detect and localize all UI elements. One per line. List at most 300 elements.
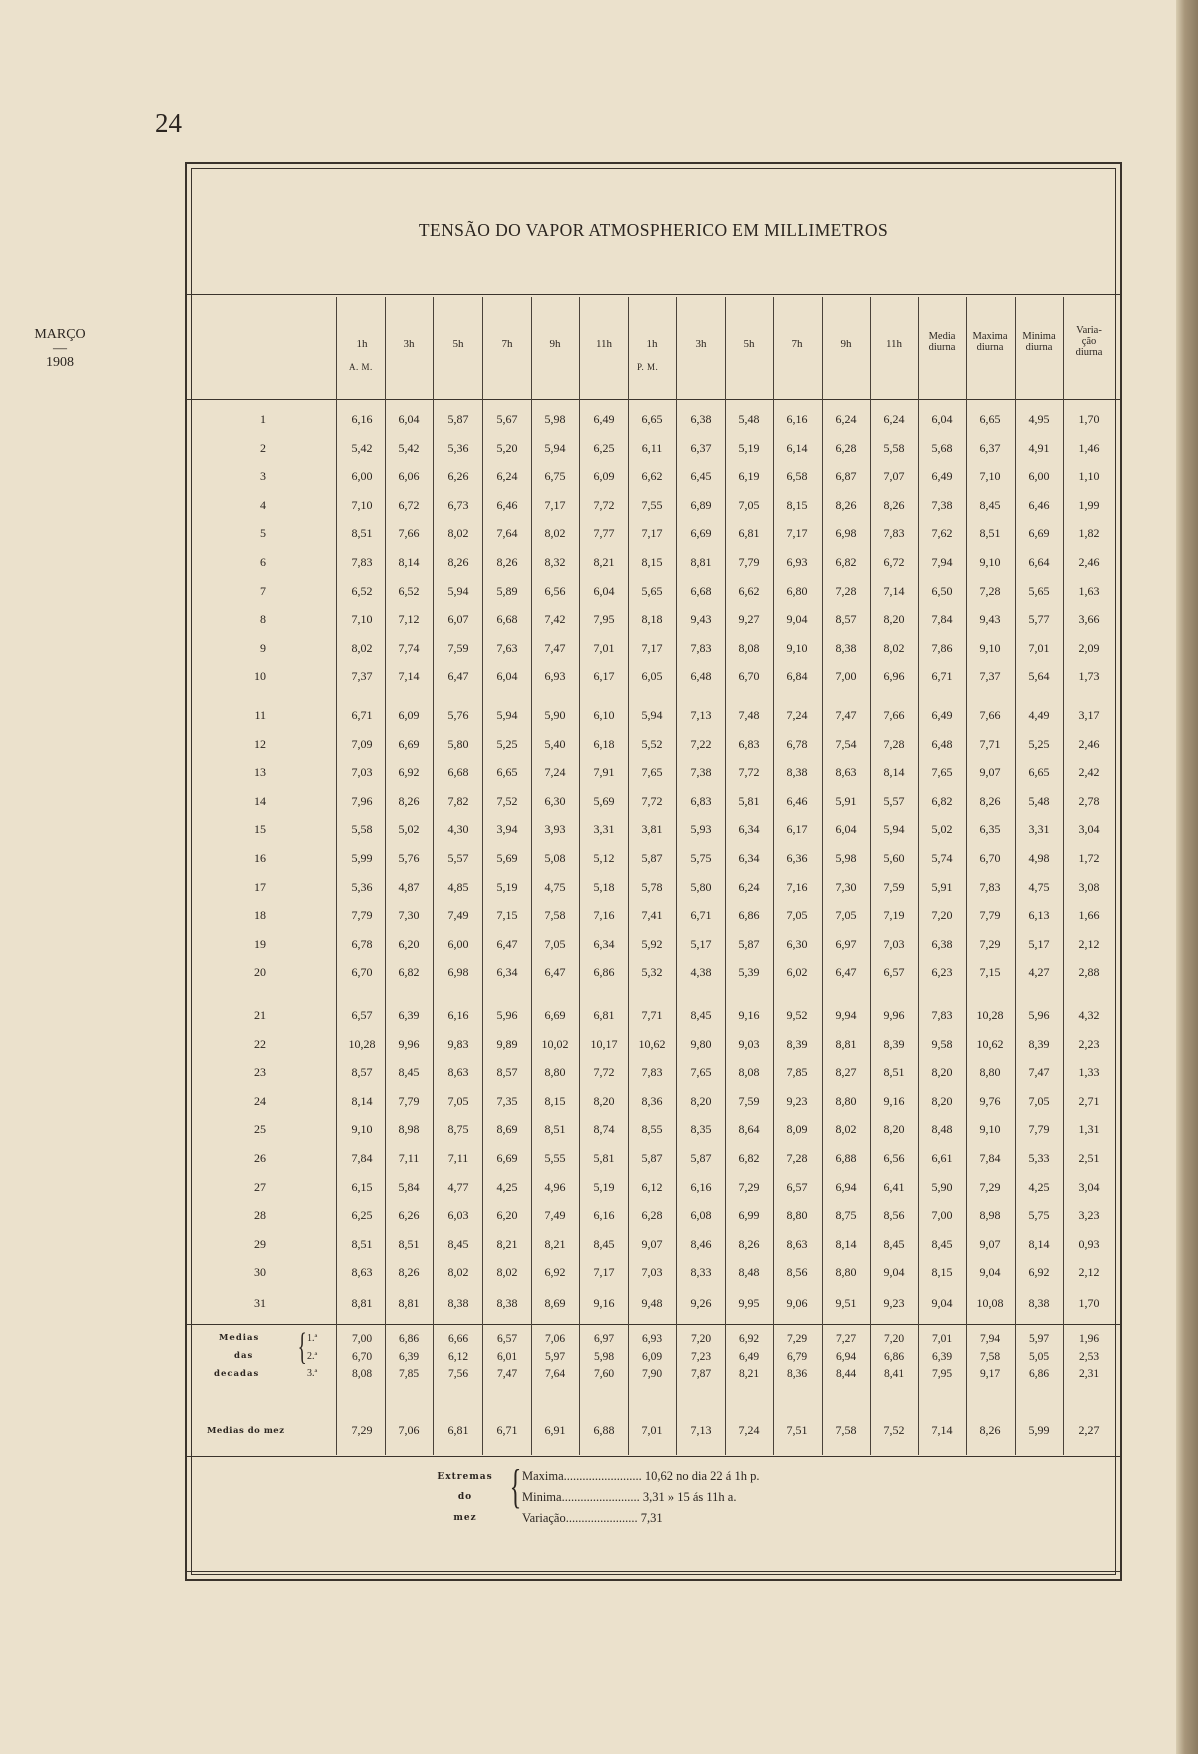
value-cell: 0,93: [1078, 1236, 1100, 1251]
month-mean-cell: 2,27: [1078, 1423, 1100, 1437]
value-cell: 6,00: [1028, 469, 1050, 484]
table-row: [0, 937, 1198, 957]
value-cell: 4,91: [1028, 440, 1050, 455]
value-cell: 5,19: [593, 1179, 615, 1194]
value-cell: 5,58: [883, 440, 905, 455]
decade-mean-cell: 6,12: [447, 1350, 469, 1363]
value-cell: 8,02: [447, 526, 469, 541]
value-cell: 7,29: [979, 1179, 1001, 1194]
value-cell: 7,01: [1028, 640, 1050, 655]
value-cell: 7,15: [979, 965, 1001, 980]
value-cell: 6,24: [883, 412, 905, 426]
value-cell: 5,19: [738, 440, 760, 455]
value-cell: 7,83: [979, 879, 1001, 894]
value-cell: 8,20: [883, 612, 905, 627]
value-cell: 5,98: [544, 412, 566, 426]
month-means-row: [0, 1423, 1198, 1443]
value-cell: 8,26: [835, 497, 857, 512]
table-row: [0, 965, 1198, 985]
value-cell: 6,69: [1028, 526, 1050, 541]
value-cell: 5,69: [593, 793, 615, 808]
header-pm: P. M.: [637, 362, 659, 372]
value-cell: 8,26: [979, 793, 1001, 808]
value-cell: 8,51: [883, 1065, 905, 1080]
day-cell: 24: [254, 1093, 266, 1108]
table-row: [0, 908, 1198, 928]
value-cell: 8,51: [351, 526, 373, 541]
month-mean-cell: 6,81: [447, 1423, 469, 1437]
value-cell: 6,47: [835, 965, 857, 980]
value-cell: 8,21: [496, 1236, 518, 1251]
value-cell: 7,29: [979, 936, 1001, 951]
value-cell: 7,83: [883, 526, 905, 541]
value-cell: 6,93: [544, 669, 566, 684]
value-cell: 6,78: [351, 936, 373, 951]
value-cell: 7,24: [544, 765, 566, 780]
value-cell: 9,76: [979, 1093, 1001, 1108]
value-cell: 8,74: [593, 1122, 615, 1137]
value-cell: 5,96: [496, 1008, 518, 1022]
value-cell: 5,17: [690, 936, 712, 951]
value-cell: 5,18: [593, 879, 615, 894]
value-cell: 7,03: [351, 765, 373, 780]
decade-ordinal-1: 1.ª: [307, 1333, 318, 1344]
value-cell: 9,16: [738, 1008, 760, 1022]
header-hour: 5h: [743, 338, 755, 350]
value-cell: 6,45: [690, 469, 712, 484]
value-cell: 1,70: [1078, 1296, 1100, 1310]
value-cell: 6,17: [593, 669, 615, 684]
value-cell: 7,19: [883, 908, 905, 923]
value-cell: 4,75: [1028, 879, 1050, 894]
value-cell: 8,02: [835, 1122, 857, 1137]
value-cell: 7,66: [979, 708, 1001, 722]
value-cell: 6,65: [641, 412, 663, 426]
value-cell: 9,26: [690, 1296, 712, 1310]
extremes-variacao: Variação....................... 7,31: [522, 1511, 663, 1525]
value-cell: 9,51: [835, 1296, 857, 1310]
value-cell: 6,57: [883, 965, 905, 980]
day-cell: 11: [254, 708, 266, 722]
value-cell: 6,71: [351, 708, 373, 722]
value-cell: 1,73: [1078, 669, 1100, 684]
value-cell: 8,14: [1028, 1236, 1050, 1251]
table-row: [0, 794, 1198, 814]
value-cell: 6,47: [544, 965, 566, 980]
value-cell: 4,85: [447, 879, 469, 894]
value-cell: 9,83: [447, 1036, 469, 1051]
value-cell: 7,52: [496, 793, 518, 808]
value-cell: 5,02: [931, 822, 953, 837]
value-cell: 8,20: [593, 1093, 615, 1108]
value-cell: 6,48: [690, 669, 712, 684]
decade-mean-cell: 6,92: [738, 1333, 760, 1345]
value-cell: 1,33: [1078, 1065, 1100, 1080]
table-row: [0, 1122, 1198, 1142]
decade-mean-cell: 7,64: [544, 1368, 566, 1380]
value-cell: 5,52: [641, 736, 663, 751]
value-cell: 10,08: [976, 1296, 1004, 1310]
value-cell: 8,26: [738, 1236, 760, 1251]
day-cell: 1: [260, 412, 266, 426]
value-cell: 9,43: [979, 612, 1001, 627]
value-cell: 8,35: [690, 1122, 712, 1137]
header-stat-line: Media: [928, 331, 956, 342]
value-cell: 5,94: [496, 708, 518, 722]
value-cell: 7,83: [351, 555, 373, 569]
means-bottom-divider: [187, 1456, 1120, 1457]
value-cell: 7,72: [593, 497, 615, 512]
value-cell: 7,83: [690, 640, 712, 655]
decade-mean-cell: 2,53: [1078, 1350, 1100, 1363]
value-cell: 7,59: [883, 879, 905, 894]
value-cell: 7,62: [931, 526, 953, 541]
value-cell: 7,28: [786, 1151, 808, 1165]
value-cell: 10,17: [590, 1036, 618, 1051]
value-cell: 7,15: [496, 908, 518, 923]
value-cell: 6,69: [496, 1151, 518, 1165]
value-cell: 5,67: [496, 412, 518, 426]
value-cell: 5,94: [641, 708, 663, 722]
value-cell: 6,02: [786, 965, 808, 980]
value-cell: 6,81: [738, 526, 760, 541]
value-cell: 6,10: [593, 708, 615, 722]
extremes-brace: {: [509, 1460, 522, 1513]
value-cell: 4,77: [447, 1179, 469, 1194]
value-cell: 6,15: [351, 1179, 373, 1194]
value-cell: 7,79: [738, 555, 760, 569]
value-cell: 4,27: [1028, 965, 1050, 980]
value-cell: 6,69: [544, 1008, 566, 1022]
header-dash: —: [53, 341, 67, 356]
value-cell: 1,82: [1078, 526, 1100, 541]
header-hour: 1h: [646, 338, 658, 350]
value-cell: 5,90: [544, 708, 566, 722]
value-cell: 6,82: [398, 965, 420, 980]
day-cell: 30: [254, 1265, 266, 1280]
value-cell: 8,64: [738, 1122, 760, 1137]
value-cell: 5,99: [351, 851, 373, 865]
value-cell: 9,04: [883, 1265, 905, 1280]
value-cell: 6,46: [496, 497, 518, 512]
table-row: [0, 1180, 1198, 1200]
value-cell: 7,83: [931, 1008, 953, 1022]
value-cell: 5,78: [641, 879, 663, 894]
value-cell: 8,80: [979, 1065, 1001, 1080]
value-cell: 6,28: [835, 440, 857, 455]
header-hour: 9h: [840, 338, 852, 350]
value-cell: 7,41: [641, 908, 663, 923]
day-cell: 7: [260, 583, 266, 598]
month-mean-cell: 6,71: [496, 1423, 518, 1437]
value-cell: 9,07: [979, 1236, 1001, 1251]
value-cell: 8,39: [786, 1036, 808, 1051]
value-cell: 7,91: [593, 765, 615, 780]
value-cell: 7,16: [593, 908, 615, 923]
table-row: [0, 555, 1198, 575]
day-cell: 4: [260, 497, 266, 512]
header-stat-line: Varia-: [1076, 325, 1102, 336]
value-cell: 9,03: [738, 1036, 760, 1051]
value-cell: 9,48: [641, 1296, 663, 1310]
value-cell: 6,26: [398, 1208, 420, 1223]
value-cell: 7,12: [398, 612, 420, 627]
value-cell: 7,14: [398, 669, 420, 684]
decade-mean-cell: 6,86: [398, 1333, 420, 1345]
value-cell: 5,96: [1028, 1008, 1050, 1022]
table-row: [0, 526, 1198, 546]
day-cell: 14: [254, 793, 266, 808]
day-cell: 17: [254, 879, 266, 894]
month-mean-cell: 7,13: [690, 1423, 712, 1437]
header-hour: 11h: [885, 338, 903, 350]
table-row: [0, 851, 1198, 871]
table-row: [0, 1265, 1198, 1285]
value-cell: 5,81: [593, 1151, 615, 1165]
decade-ordinal-3: 3.ª: [307, 1368, 318, 1379]
value-cell: 8,15: [544, 1093, 566, 1108]
value-cell: 7,03: [883, 936, 905, 951]
value-cell: 8,26: [496, 555, 518, 569]
value-cell: 6,65: [979, 412, 1001, 426]
value-cell: 7,47: [835, 708, 857, 722]
value-cell: 6,72: [883, 555, 905, 569]
value-cell: 6,11: [641, 440, 663, 455]
value-cell: 6,04: [931, 412, 953, 426]
decade-mean-cell: 9,17: [979, 1368, 1001, 1380]
value-cell: 8,39: [1028, 1036, 1050, 1051]
value-cell: 5,48: [738, 412, 760, 426]
value-cell: 7,11: [398, 1151, 420, 1165]
decade-mean-cell: 6,70: [351, 1350, 373, 1363]
value-cell: 3,04: [1078, 1179, 1100, 1194]
table-row: [0, 1094, 1198, 1114]
decade-mean-cell: 7,94: [979, 1333, 1001, 1345]
day-cell: 29: [254, 1236, 266, 1251]
value-cell: 9,80: [690, 1036, 712, 1051]
value-cell: 4,49: [1028, 708, 1050, 722]
value-cell: 7,05: [786, 908, 808, 923]
month-mean-cell: 5,99: [1028, 1423, 1050, 1437]
value-cell: 6,68: [690, 583, 712, 598]
decade-mean-cell: 7,23: [690, 1350, 712, 1363]
decade-mean-cell: 6,49: [738, 1350, 760, 1363]
header-hour: 5h: [452, 338, 464, 350]
value-cell: 9,10: [351, 1122, 373, 1137]
value-cell: 6,49: [593, 412, 615, 426]
value-cell: 6,83: [738, 736, 760, 751]
table-row: [0, 1065, 1198, 1085]
value-cell: 7,66: [398, 526, 420, 541]
value-cell: 10,62: [976, 1036, 1004, 1051]
value-cell: 6,16: [447, 1008, 469, 1022]
value-cell: 8,02: [351, 640, 373, 655]
table-row: [0, 641, 1198, 661]
value-cell: 7,95: [593, 612, 615, 627]
value-cell: 6,98: [447, 965, 469, 980]
decade-mean-cell: 6,09: [641, 1350, 663, 1363]
header-stat: [1015, 331, 1063, 353]
value-cell: 5,94: [544, 440, 566, 455]
value-cell: 7,37: [351, 669, 373, 684]
month-mean-cell: 7,52: [883, 1423, 905, 1437]
value-cell: 3,66: [1078, 612, 1100, 627]
value-cell: 6,50: [931, 583, 953, 598]
table-row: [0, 669, 1198, 689]
decade-mean-cell: 7,85: [398, 1368, 420, 1380]
value-cell: 7,49: [544, 1208, 566, 1223]
decade-mean-cell: 5,05: [1028, 1350, 1050, 1363]
value-cell: 5,94: [447, 583, 469, 598]
decade-mean-cell: 8,44: [835, 1368, 857, 1380]
header-month-year: [0, 328, 120, 370]
value-cell: 5,81: [738, 793, 760, 808]
value-cell: 6,23: [931, 965, 953, 980]
header-hour: 7h: [791, 338, 803, 350]
value-cell: 6,34: [738, 851, 760, 865]
table-row: [0, 1037, 1198, 1057]
value-cell: 7,84: [351, 1151, 373, 1165]
value-cell: 9,96: [398, 1036, 420, 1051]
value-cell: 5,90: [931, 1179, 953, 1194]
value-cell: 6,20: [398, 936, 420, 951]
value-cell: 8,98: [398, 1122, 420, 1137]
value-cell: 7,72: [593, 1065, 615, 1080]
value-cell: 7,05: [544, 936, 566, 951]
value-cell: 8,48: [738, 1265, 760, 1280]
value-cell: 6,82: [738, 1151, 760, 1165]
value-cell: 9,07: [641, 1236, 663, 1251]
value-cell: 8,14: [883, 765, 905, 780]
value-cell: 6,61: [931, 1151, 953, 1165]
value-cell: 5,36: [447, 440, 469, 455]
value-cell: 7,72: [738, 765, 760, 780]
value-cell: 5,65: [641, 583, 663, 598]
day-cell: 5: [260, 526, 266, 541]
value-cell: 5,91: [835, 793, 857, 808]
value-cell: 6,34: [593, 936, 615, 951]
table-row: [0, 584, 1198, 604]
value-cell: 4,30: [447, 822, 469, 837]
table-row: [0, 498, 1198, 518]
value-cell: 5,57: [883, 793, 905, 808]
value-cell: 4,96: [544, 1179, 566, 1194]
value-cell: 7,38: [690, 765, 712, 780]
header-hour: 7h: [501, 338, 513, 350]
value-cell: 7,55: [641, 497, 663, 512]
value-cell: 6,18: [593, 736, 615, 751]
value-cell: 7,30: [398, 908, 420, 923]
value-cell: 3,81: [641, 822, 663, 837]
value-cell: 8,56: [786, 1265, 808, 1280]
value-cell: 6,41: [883, 1179, 905, 1194]
decade-ordinal-2: 2.ª: [307, 1351, 318, 1362]
value-cell: 6,47: [496, 936, 518, 951]
value-cell: 8,63: [351, 1265, 373, 1280]
month-mean-cell: 7,51: [786, 1423, 808, 1437]
value-cell: 6,25: [593, 440, 615, 455]
value-cell: 4,87: [398, 879, 420, 894]
value-cell: 7,28: [979, 583, 1001, 598]
value-cell: 6,99: [738, 1208, 760, 1223]
value-cell: 5,76: [447, 708, 469, 722]
value-cell: 6,70: [351, 965, 373, 980]
value-cell: 7,79: [398, 1093, 420, 1108]
table-row: [0, 708, 1198, 728]
value-cell: 7,10: [351, 612, 373, 627]
decade-mean-cell: 6,57: [496, 1333, 518, 1345]
value-cell: 6,00: [351, 469, 373, 484]
value-cell: 4,32: [1078, 1008, 1100, 1022]
value-cell: 6,93: [786, 555, 808, 569]
value-cell: 3,23: [1078, 1208, 1100, 1223]
value-cell: 7,10: [979, 469, 1001, 484]
day-cell: 20: [254, 965, 266, 980]
value-cell: 9,95: [738, 1296, 760, 1310]
value-cell: 6,71: [931, 669, 953, 684]
decade-mean-cell: 6,79: [786, 1350, 808, 1363]
value-cell: 8,56: [883, 1208, 905, 1223]
value-cell: 6,92: [398, 765, 420, 780]
value-cell: 7,79: [979, 908, 1001, 923]
header-stat-line: diurna: [976, 342, 1004, 353]
value-cell: 2,46: [1078, 555, 1100, 569]
value-cell: 8,09: [786, 1122, 808, 1137]
value-cell: 7,09: [351, 736, 373, 751]
value-cell: 5,80: [447, 736, 469, 751]
table-row: [0, 822, 1198, 842]
day-cell: 12: [254, 736, 266, 751]
value-cell: 7,96: [351, 793, 373, 808]
value-cell: 8,20: [883, 1122, 905, 1137]
table-row: [0, 441, 1198, 461]
decade-mean-cell: 8,21: [738, 1368, 760, 1380]
decade-mean-cell: 2,31: [1078, 1368, 1100, 1380]
value-cell: 6,86: [593, 965, 615, 980]
value-cell: 6,25: [351, 1208, 373, 1223]
value-cell: 6,16: [351, 412, 373, 426]
value-cell: 7,17: [786, 526, 808, 541]
value-cell: 5,55: [544, 1151, 566, 1165]
header-divider: [187, 399, 1120, 400]
value-cell: 7,71: [979, 736, 1001, 751]
value-cell: 6,69: [398, 736, 420, 751]
value-cell: 7,11: [447, 1151, 469, 1165]
value-cell: 4,25: [1028, 1179, 1050, 1194]
month-mean-cell: 7,14: [931, 1423, 953, 1437]
value-cell: 10,28: [976, 1008, 1004, 1022]
value-cell: 6,13: [1028, 908, 1050, 923]
value-cell: 6,80: [786, 583, 808, 598]
value-cell: 7,01: [593, 640, 615, 655]
value-cell: 8,81: [835, 1036, 857, 1051]
value-cell: 1,63: [1078, 583, 1100, 598]
decade-mean-cell: 6,94: [835, 1350, 857, 1363]
decade-mean-cell: 6,01: [496, 1350, 518, 1363]
value-cell: 7,38: [931, 497, 953, 512]
value-cell: 4,75: [544, 879, 566, 894]
value-cell: 8,38: [496, 1296, 518, 1310]
value-cell: 5,87: [690, 1151, 712, 1165]
value-cell: 8,51: [398, 1236, 420, 1251]
value-cell: 6,52: [398, 583, 420, 598]
value-cell: 6,39: [398, 1008, 420, 1022]
value-cell: 7,77: [593, 526, 615, 541]
decade-mean-cell: 6,97: [593, 1333, 615, 1345]
value-cell: 6,92: [544, 1265, 566, 1280]
header-am: A. M.: [349, 362, 373, 372]
value-cell: 5,77: [1028, 612, 1050, 627]
